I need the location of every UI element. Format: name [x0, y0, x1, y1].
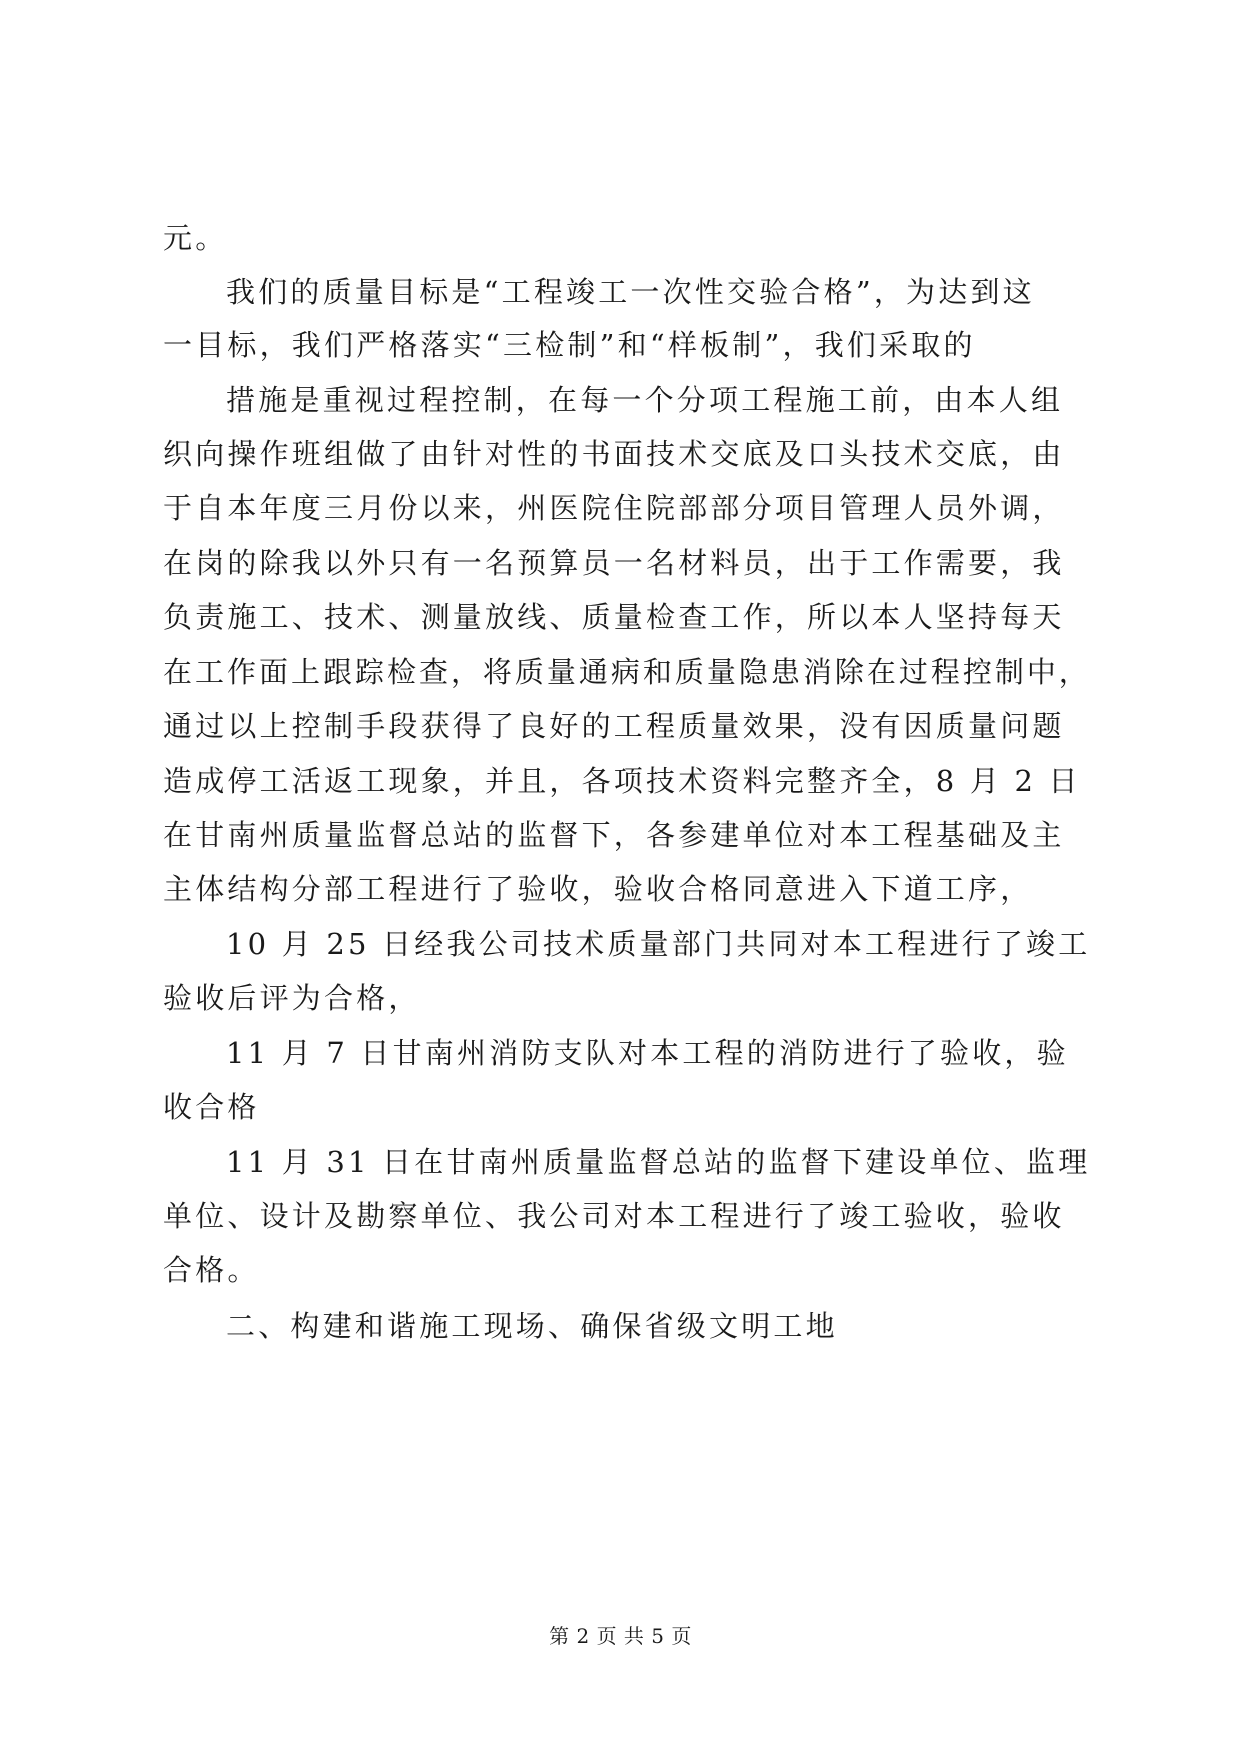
text-line-9: 在工作面上跟踪检查，将质量通病和质量隐患消除在过程控制中， [163, 655, 1091, 689]
text-line-12: 在甘南州质量监督总站的监督下，各参建单位对本工程基础及主 [163, 818, 1065, 852]
text-line-3: 一目标，我们严格落实“三检制”和“样板制”，我们采取的 [163, 328, 976, 362]
section-heading: 二、构建和谐施工现场、确保省级文明工地 [226, 1309, 838, 1343]
text-line-20: 合格。 [163, 1253, 260, 1287]
text-line-15: 验收后评为合格， [163, 981, 421, 1015]
page-number-footer: 第 2 页 共 5 页 [549, 1624, 692, 1648]
text-line-8: 负责施工、技术、测量放线、质量检查工作，所以本人坚持每天 [163, 600, 1065, 634]
text-line-11: 造成停工活返工现象，并且，各项技术资料完整齐全，8 月 2 日 [163, 764, 1081, 798]
text-line-10: 通过以上控制手段获得了良好的工程质量效果，没有因质量问题 [163, 709, 1065, 743]
text-line-18: 11 月 31 日在甘南州质量监督总站的监督下建设单位、监理 [226, 1145, 1091, 1179]
text-line-16: 11 月 7 日甘南州消防支队对本工程的消防进行了验收，验 [226, 1036, 1069, 1070]
text-line-7: 在岗的除我以外只有一名预算员一名材料员，出于工作需要，我 [163, 546, 1065, 580]
text-line-6: 于自本年度三月份以来，州医院住院部部分项目管理人员外调， [163, 491, 1065, 525]
text-line-13: 主体结构分部工程进行了验收，验收合格同意进入下道工序， [163, 872, 1033, 906]
text-line-19: 单位、设计及勘察单位、我公司对本工程进行了竣工验收，验收 [163, 1199, 1065, 1233]
text-line-2: 我们的质量目标是“工程竣工一次性交验合格”，为达到这 [226, 275, 1035, 309]
text-line-14: 10 月 25 日经我公司技术质量部门共同对本工程进行了竣工 [226, 927, 1091, 961]
text-line-4: 措施是重视过程控制，在每一个分项工程施工前，由本人组 [226, 383, 1064, 417]
text-line-1: 元。 [163, 221, 228, 255]
text-line-17: 收合格 [163, 1090, 260, 1124]
text-line-5: 织向操作班组做了由针对性的书面技术交底及口头技术交底，由 [163, 437, 1065, 471]
